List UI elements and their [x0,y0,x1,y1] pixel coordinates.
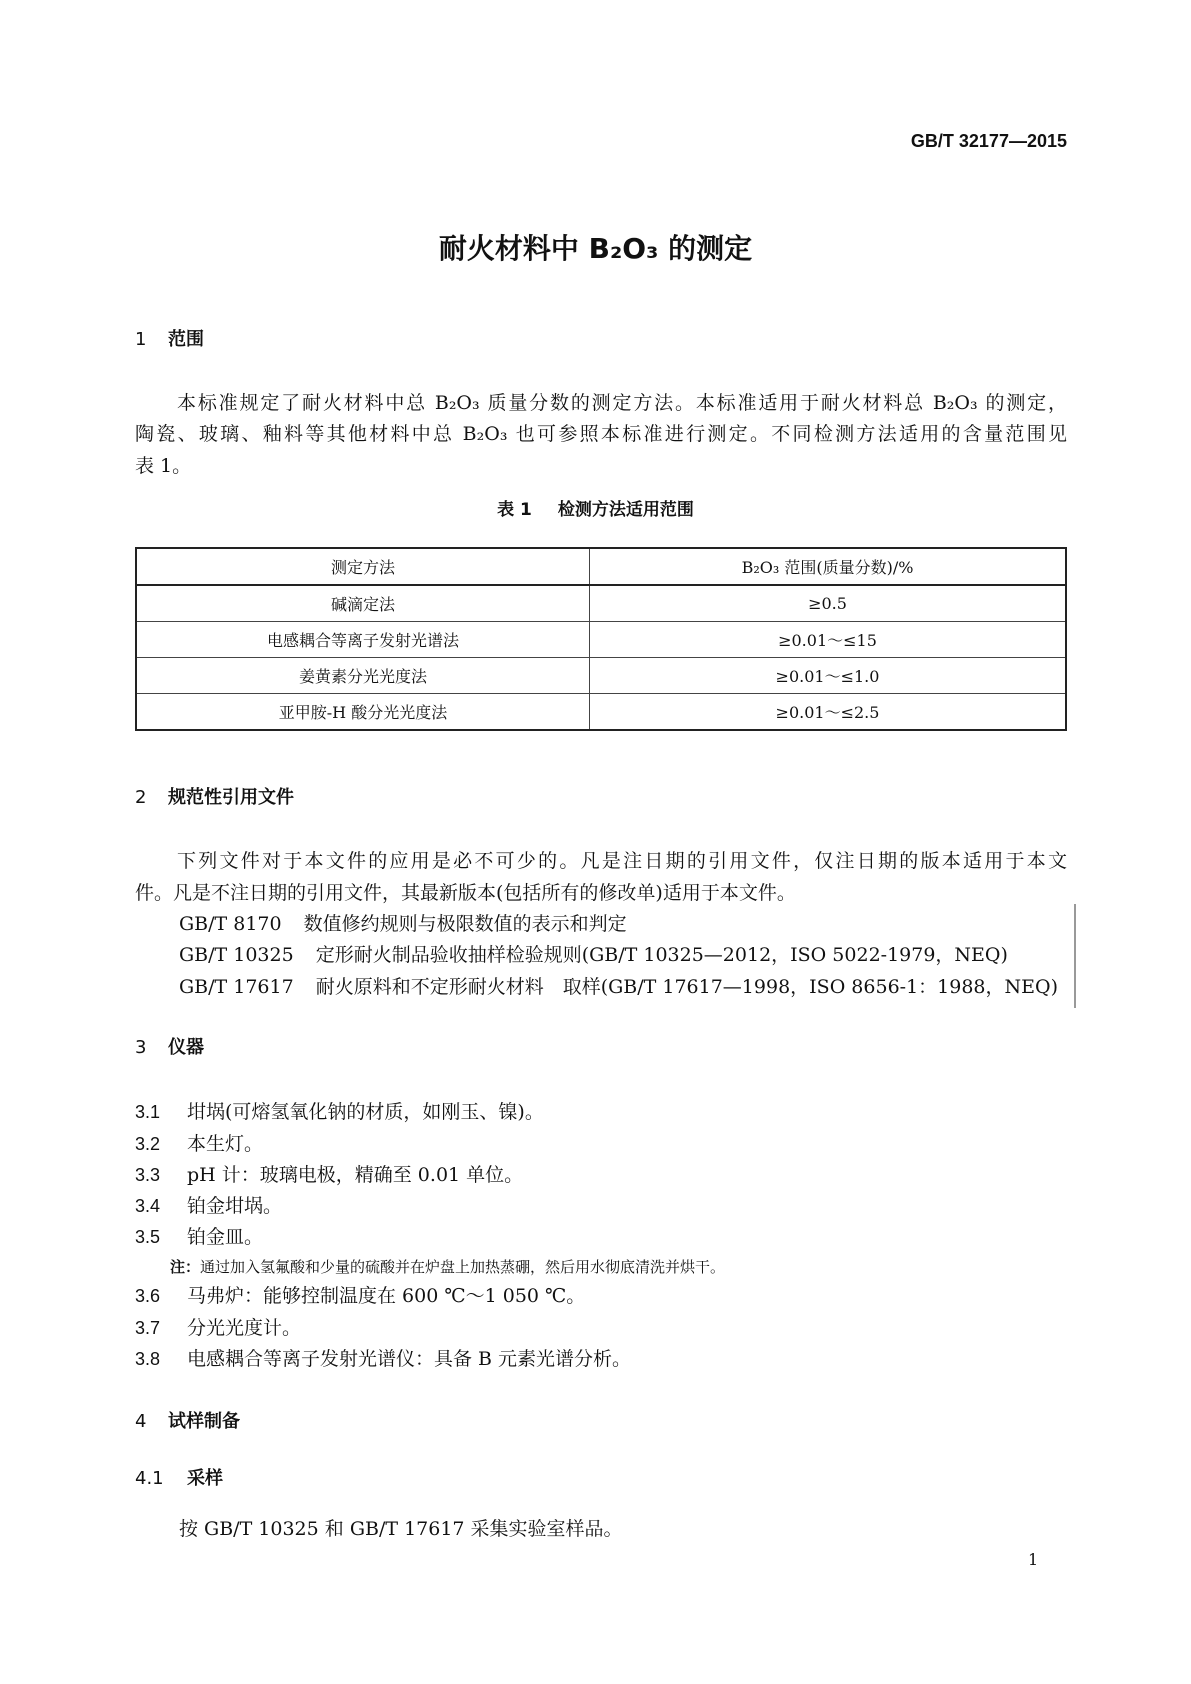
item-number: 3.3 [135,1165,161,1185]
reference-code: GB/T 17617 [179,976,294,998]
table-row [136,622,1066,658]
reference-title: 定形耐火制品验收抽样检验规则(GB/T 10325—2012，ISO 5022-1979，NEQ) [315,944,1008,966]
paragraph-line: 按 GB/T 10325 和 GB/T 17617 采集实验室样品。 [179,1518,623,1540]
reference-code: GB/T 8170 [179,913,282,935]
apparatus-item [135,1222,263,1252]
table-cell: 电感耦合等离子发射光谱法 [136,622,590,658]
reference-item [179,940,1008,970]
reference-title: 数值修约规则与极限数值的表示和判定 [303,913,627,935]
methods-table [135,547,1067,731]
item-text: 铂金皿。 [187,1226,264,1248]
item-text: pH 计：玻璃电极，精确至 0.01 单位。 [187,1164,524,1186]
item-text: 本生灯。 [187,1133,264,1155]
section-title: 仪器 [168,1037,204,1058]
table-header-cell: 测定方法 [136,548,590,585]
subsection-number: 4.1 [135,1468,164,1489]
apparatus-item [135,1097,544,1127]
table-row [136,585,1066,622]
table-number: 表 1 [497,500,532,520]
item-text: 分光光度计。 [187,1317,302,1339]
apparatus-item [135,1281,585,1311]
table-row [136,694,1066,731]
section-number: 2 [135,787,147,808]
item-text: 马弗炉：能够控制温度在 600 ℃～1 050 ℃。 [187,1285,586,1307]
section-number: 4 [135,1411,147,1432]
paragraph-line: 本标准规定了耐火材料中总 B₂O₃ 质量分数的测定方法。本标准适用于耐火材料总 B₂O₃ 的测定， [177,392,1067,414]
section-1-heading [135,325,204,355]
note-label: 注： [170,1258,201,1276]
apparatus-item [135,1313,301,1343]
note-text: 通过加入氢氟酸和少量的硫酸并在炉盘上加热蒸硼，然后用水彻底清洗并烘干。 [200,1258,726,1276]
item-number: 3.6 [135,1286,161,1306]
apparatus-item [135,1344,631,1374]
reference-title: 耐火原料和不定形耐火材料 取样(GB/T 17617—1998，ISO 8656-1：1988，NEQ) [315,976,1059,998]
section-title: 范围 [168,329,204,350]
item-number: 3.8 [135,1349,161,1369]
apparatus-item [135,1160,523,1190]
table-title: 检测方法适用范围 [557,500,694,520]
item-number: 3.1 [135,1102,161,1122]
reference-item [179,909,627,939]
table-cell: ≥0.01～≤15 [590,622,1067,658]
section-number: 1 [135,329,147,350]
subsection-title: 采样 [187,1468,223,1489]
section-3-heading [135,1033,204,1063]
item-number: 3.7 [135,1318,161,1338]
section-title: 试样制备 [168,1411,240,1432]
section-number: 3 [135,1037,147,1058]
paragraph-line: 件。凡是不注日期的引用文件，其最新版本(包括所有的修改单)适用于本文件。 [135,882,796,904]
table-cell: ≥0.01～≤1.0 [590,658,1067,694]
revision-bar [1074,904,1076,1008]
item-number: 3.4 [135,1196,161,1216]
page-number: 1 [1028,1550,1039,1569]
section-2-heading [135,783,294,813]
paragraph-line: 陶瓷、玻璃、釉料等其他材料中总 B₂O₃ 也可参照本标准进行测定。不同检测方法适用的含量范围见 [135,423,1067,445]
section-title: 规范性引用文件 [168,787,294,808]
item-number: 3.5 [135,1227,161,1247]
table-caption [0,495,1191,525]
table-header-cell: B₂O₃ 范围(质量分数)/% [590,548,1067,585]
table-cell: ≥0.5 [590,585,1067,622]
table-row [136,658,1066,694]
note [170,1252,725,1282]
section-4-heading [135,1407,240,1437]
reference-code: GB/T 10325 [179,944,294,966]
table-cell: 碱滴定法 [136,585,590,622]
table-header-row [136,548,1066,585]
table-cell: ≥0.01～≤2.5 [590,694,1067,731]
paragraph-line: 表 1。 [135,455,192,477]
item-number: 3.2 [135,1134,161,1154]
item-text: 铂金坩埚。 [187,1195,283,1217]
standard-code-header: GB/T 32177—2015 [910,131,1067,151]
item-text: 坩埚(可熔氢氧化钠的材质，如刚玉、镍)。 [187,1101,544,1123]
subsection-4-1-heading [135,1464,223,1494]
table-cell: 姜黄素分光光度法 [136,658,590,694]
item-text: 电感耦合等离子发射光谱仪：具备 B 元素光谱分析。 [187,1348,632,1370]
paragraph-line: 下列文件对于本文件的应用是必不可少的。凡是注日期的引用文件，仅注日期的版本适用于本文 [177,850,1067,872]
document-title: 耐火材料中 B₂O₃ 的测定 [438,232,753,265]
table-cell: 亚甲胺-H 酸分光光度法 [136,694,590,731]
apparatus-item [135,1129,263,1159]
reference-item [179,972,1058,1002]
apparatus-item [135,1191,282,1221]
